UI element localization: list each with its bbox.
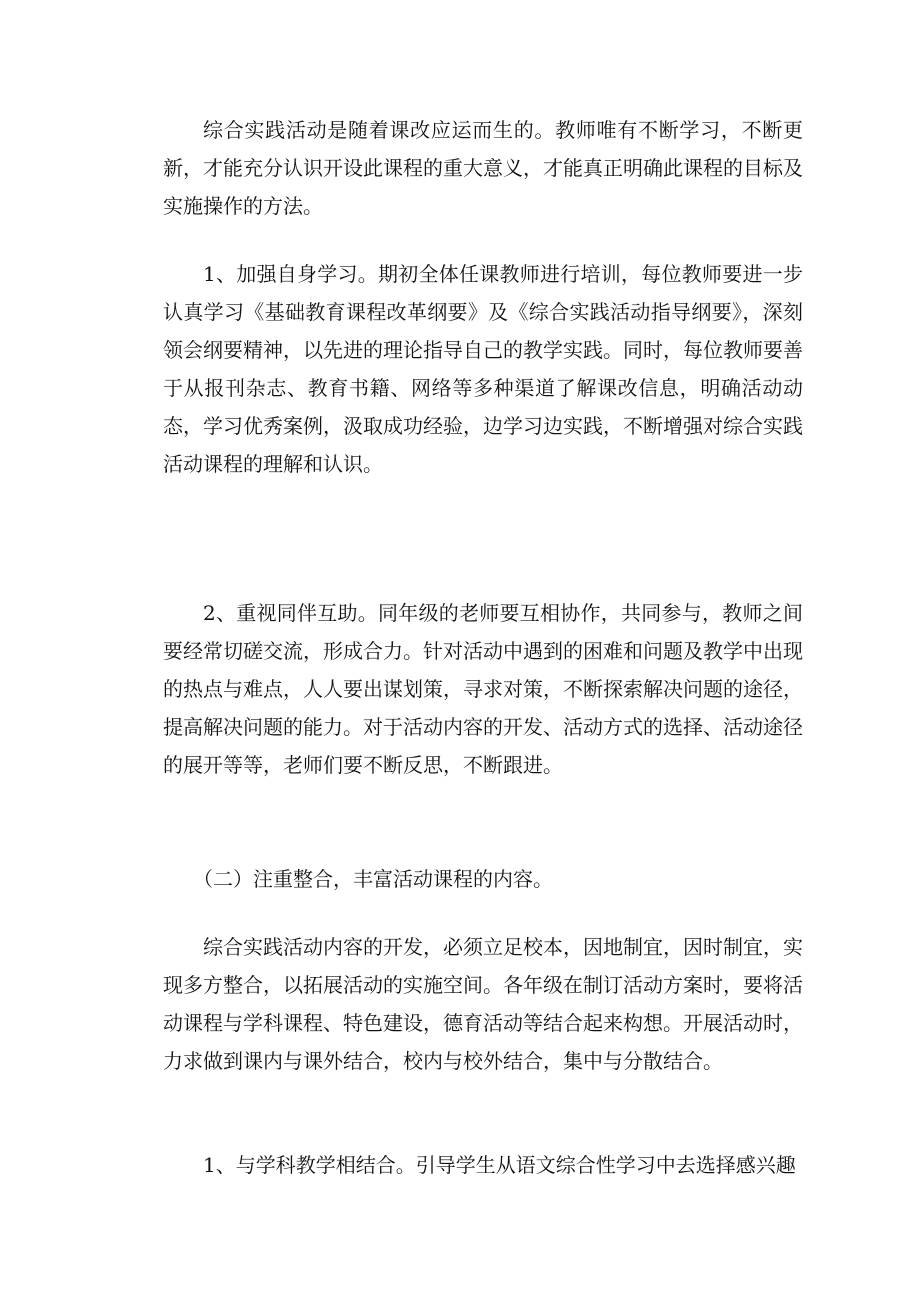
section-heading-integration: （二）注重整合，丰富活动课程的内容。 [193,867,553,891]
paragraph-content-development: 综合实践活动内容的开发，必须立足校本，因地制宜，因时制宜，实现多方整合，以拓展活动的实施空间。各年级在制订活动方案时，要将活动课程与学科课程、特色建设，德育活动等结合起来构想。开展活动时，力求做到课内与课外结合，校内与校外结合，集中与分散结合。 [163,935,803,1073]
paragraph-intro: 综合实践活动是随着课改应运而生的。教师唯有不断学习，不断更新，才能充分认识开设此课程的重大意义，才能真正明确此课程的目标及实施操作的方法。 [163,118,803,218]
paragraph-self-study: 1、加强自身学习。期初全体任课教师进行培训，每位教师要进一步认真学习《基础教育课程改革纲要》及《综合实践活动指导纲要》，深刻领会纲要精神，以先进的理论指导自己的教学实践。同时，每位教师要善于从报刊杂志、教育书籍、网络等多种渠道了解课改信息，明确活动动态，学习优秀案例，汲取成功经验，边学习边实践，不断增强对综合实践活动课程的理解和认识。 [163,262,803,476]
paragraph-peer-support: 2、重视同伴互助。同年级的老师要互相协作，共同参与，教师之间要经常切磋交流，形成合力。针对活动中遇到的困难和问题及教学中出现的热点与难点，人人要出谋划策，寻求对策，不断探索解决问题的途径，提高解决问题的能力。对于活动内容的开发、活动方式的选择、活动途径的展开等等，老师们要不断反思，不断跟进。 [163,601,803,777]
paragraph-subject-integration: 1、与学科教学相结合。引导学生从语文综合性学习中去选择感兴趣 [203,1153,796,1177]
